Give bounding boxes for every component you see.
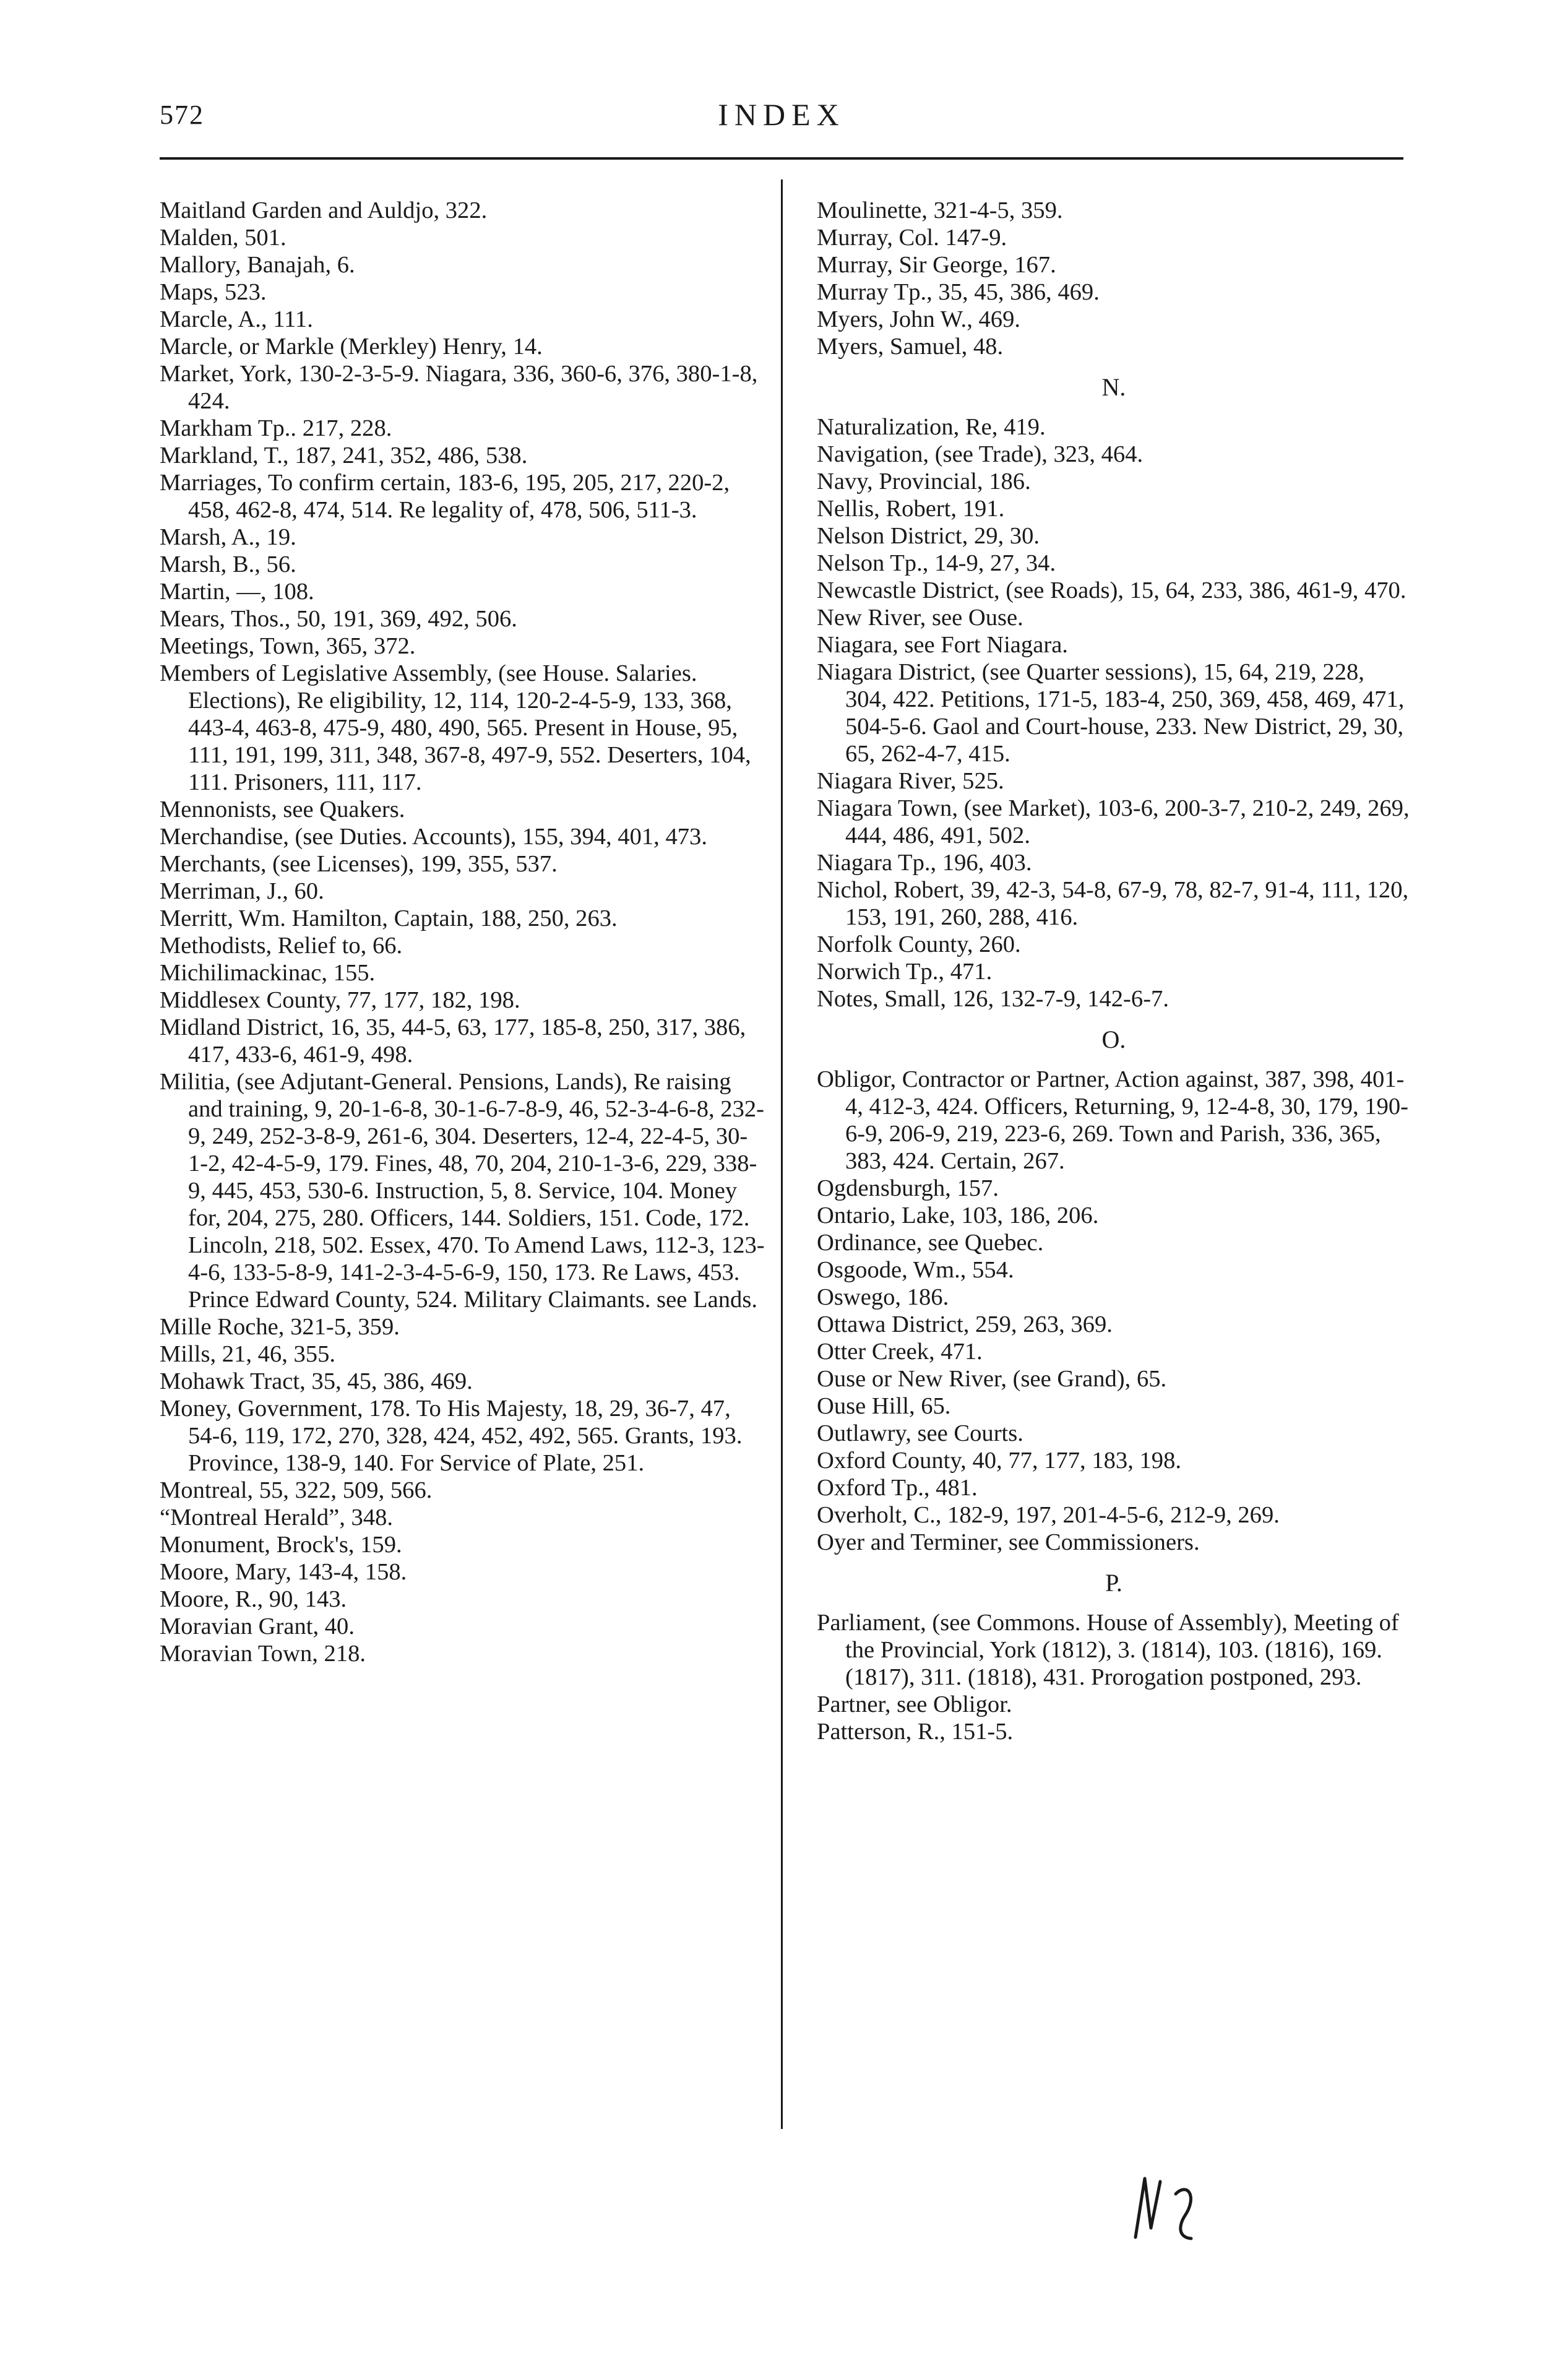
index-entry: Mennonists, see Quakers. (160, 797, 405, 823)
index-entry: Niagara Tp., 196, 403. (817, 850, 1032, 876)
index-entry: Navy, Provincial, 186. (817, 468, 1031, 494)
page-number: 572 (160, 100, 204, 130)
index-entry: Myers, Samuel, 48. (817, 334, 1004, 360)
index-entry: Osgoode, Wm., 554. (817, 1257, 1014, 1283)
index-entry: Newcastle District, (see Roads), 15, 64, 233, 386, 461-9, 470. (817, 577, 1406, 603)
index-entry: Niagara Town, (see Market), 103-6, 200-3-7, 210-2, 249, 269, 444, 486, 491, 502. (817, 795, 1410, 848)
index-entry: Mohawk Tract, 35, 45, 386, 469. (160, 1368, 473, 1394)
index-entry: Murray Tp., 35, 45, 386, 469. (817, 279, 1100, 305)
index-entry: Ouse or New River, (see Grand), 65. (817, 1366, 1167, 1392)
index-entry: Market, York, 130-2-3-5-9. Niagara, 336, 360-6, 376, 380-1-8, 424. (160, 361, 758, 414)
index-entry: Marsh, B., 56. (160, 551, 296, 577)
index-entry: Maitland Garden and Auldjo, 322. (160, 197, 488, 223)
index-entry: Myers, John W., 469. (817, 306, 1021, 332)
index-entry: Oxford Tp., 481. (817, 1475, 978, 1501)
index-entry: Middlesex County, 77, 177, 182, 198. (160, 987, 520, 1013)
index-entry: Martin, —, 108. (160, 579, 314, 605)
index-entry: Ottawa District, 259, 263, 369. (817, 1311, 1113, 1337)
index-entry: Moore, R., 90, 143. (160, 1586, 347, 1612)
index-entry: Norwich Tp., 471. (817, 959, 993, 985)
index-entry: Members of Legislative Assembly, (see House. Salaries. Elections), Re eligibility, 12, 114, 120-2-4-5-9, 133, 368, 443-4, 463-8, 475-9, 480, 490, 565. Present in House, 95, 111, 191, 199, 311, 348, 367-8, 497-9, 552. Deserters, 104, 111. Prisoners, 111, 117. (160, 660, 751, 795)
index-entry: Marriages, To confirm certain, 183-6, 195, 205, 217, 220-2, 458, 462-8, 474, 514. Re legality of, 478, 506, 511-3. (160, 470, 730, 523)
index-entry: Ontario, Lake, 103, 186, 206. (817, 1202, 1099, 1228)
index-entry: Murray, Sir George, 167. (817, 252, 1056, 278)
index-entry: “Montreal Herald”, 348. (160, 1505, 394, 1531)
index-entry: Otter Creek, 471. (817, 1339, 983, 1365)
section-heading-n: N. (1101, 373, 1126, 401)
index-entry: Partner, see Obligor. (817, 1691, 1012, 1717)
index-entry: Nellis, Robert, 191. (817, 496, 1005, 522)
index-entry: Norfolk County, 260. (817, 931, 1021, 957)
index-entry: Merriman, J., 60. (160, 878, 324, 904)
index-entry: Notes, Small, 126, 132-7-9, 142-6-7. (817, 986, 1169, 1012)
index-entry: Malden, 501. (160, 225, 286, 251)
index-entry: Ogdensburgh, 157. (817, 1175, 999, 1201)
index-entry: Markland, T., 187, 241, 352, 486, 538. (160, 443, 528, 468)
index-entry: Montreal, 55, 322, 509, 566. (160, 1477, 433, 1503)
column-divider (781, 179, 783, 2129)
index-entry: Merchants, (see Licenses), 199, 355, 537. (160, 851, 558, 877)
handwritten-mark (1123, 2169, 1216, 2250)
index-entry: Merchandise, (see Duties. Accounts), 155, 394, 401, 473. (160, 824, 707, 850)
index-entry: Markham Tp.. 217, 228. (160, 415, 392, 441)
index-entry: New River, see Ouse. (817, 605, 1023, 631)
index-entry: Niagara, see Fort Niagara. (817, 632, 1068, 658)
index-entry: Naturalization, Re, 419. (817, 414, 1046, 440)
header-rule (160, 157, 1403, 160)
index-entry: Navigation, (see Trade), 323, 464. (817, 441, 1144, 467)
index-entry: Mille Roche, 321-5, 359. (160, 1314, 400, 1340)
index-entry: Nelson Tp., 14-9, 27, 34. (817, 550, 1056, 576)
right-column (817, 197, 1411, 1745)
index-entry: Parliament, (see Commons. House of Assembly), Meeting of the Provincial, York (1812), 3. (1814), 103. (1816), 169. (1817), 311. (1818), 431. Prorogation postponed, 293. (817, 1610, 1399, 1690)
index-entry: Patterson, R., 151-5. (817, 1719, 1014, 1745)
index-entry: Marcle, A., 111. (160, 306, 313, 332)
index-entry: Midland District, 16, 35, 44-5, 63, 177, 185-8, 250, 317, 386, 417, 433-6, 461-9, 498. (160, 1014, 746, 1068)
index-entry: Mills, 21, 46, 355. (160, 1341, 336, 1367)
index-entry: Moore, Mary, 143-4, 158. (160, 1559, 407, 1585)
index-entry: Obligor, Contractor or Partner, Action against, 387, 398, 401-4, 412-3, 424. Officers, Returning, 9, 12-4-8, 30, 179, 190-6-9, 206-9, 219, 223-6, 269. Town and Parish, 336, 365, 383, 424. Certain, 267. (817, 1066, 1409, 1174)
index-entry: Methodists, Relief to, 66. (160, 933, 403, 959)
index-entry: Moravian Grant, 40. (160, 1613, 355, 1639)
index-entry: Overholt, C., 182-9, 197, 201-4-5-6, 212-9, 269. (817, 1502, 1280, 1528)
index-entry: Niagara River, 525. (817, 768, 1004, 794)
index-entry: Nelson District, 29, 30. (817, 523, 1040, 549)
index-entry: Murray, Col. 147-9. (817, 225, 1007, 251)
index-entry: Moravian Town, 218. (160, 1641, 366, 1667)
page-title: INDEX (718, 97, 845, 132)
index-entry: Monument, Brock's, 159. (160, 1532, 402, 1558)
section-heading-o: O. (1101, 1025, 1126, 1053)
page-header (160, 93, 1403, 136)
index-entry: Marcle, or Markle (Merkley) Henry, 14. (160, 334, 543, 360)
index-entry: Moulinette, 321-4-5, 359. (817, 197, 1063, 223)
index-entry: Meetings, Town, 365, 372. (160, 633, 416, 659)
index-entry: Niagara District, (see Quarter sessions), 15, 64, 219, 228, 304, 422. Petitions, 171-5, 183-4, 250, 369, 458, 469, 471, 504-5-6. Gaol and Court-house, 233. New District, 29, 30, 65, 262-4-7, 415. (817, 659, 1405, 767)
index-entry: Nichol, Robert, 39, 42-3, 54-8, 67-9, 78, 82-7, 91-4, 111, 120, 153, 191, 260, 288, 416. (817, 877, 1409, 930)
index-entry: Militia, (see Adjutant-General. Pensions, Lands), Re raising and training, 9, 20-1-6-8, 30-1-6-7-8-9, 46, 52-3-4-6-8, 232-9, 249, 252-3-8-9, 261-6, 304. Deserters, 12-4, 22-4-5, 30-1-2, 42-4-5-9, 179. Fines, 48, 70, 204, 210-1-3-6, 229, 338-9, 445, 453, 530-6. Instruction, 5, 8. Service, 104. Money for, 204, 275, 280. Officers, 144. Soldiers, 151. Code, 172. Lincoln, 218, 502. Essex, 470. To Amend Laws, 112-3, 123-4-6, 133-5-8-9, 141-2-3-4-5-6-9, 150, 173. Re Laws, 453. Prince Edward County, 524. Military Claimants. see Lands. (160, 1069, 765, 1313)
index-entry: Oswego, 186. (817, 1284, 949, 1310)
index-entry: Money, Government, 178. To His Majesty, 18, 29, 36-7, 47, 54-6, 119, 172, 270, 328, 424, 452, 492, 565. Grants, 193. Province, 138-9, 140. For Service of Plate, 251. (160, 1396, 743, 1476)
index-entry: Mallory, Banajah, 6. (160, 252, 355, 278)
section-heading-p: P. (1105, 1569, 1122, 1597)
index-entry: Oxford County, 40, 77, 177, 183, 198. (817, 1448, 1182, 1474)
index-entry: Maps, 523. (160, 279, 267, 305)
left-column (160, 197, 766, 1667)
index-entry: Oyer and Terminer, see Commissioners. (817, 1529, 1200, 1555)
index-entry: Marsh, A., 19. (160, 524, 296, 550)
index-entry: Outlawry, see Courts. (817, 1420, 1023, 1446)
index-entry: Ordinance, see Quebec. (817, 1230, 1044, 1256)
index-entry: Ouse Hill, 65. (817, 1393, 951, 1419)
index-entry: Michilimackinac, 155. (160, 960, 376, 986)
index-entry: Mears, Thos., 50, 191, 369, 492, 506. (160, 606, 517, 632)
index-entry: Merritt, Wm. Hamilton, Captain, 188, 250, 263. (160, 905, 618, 931)
